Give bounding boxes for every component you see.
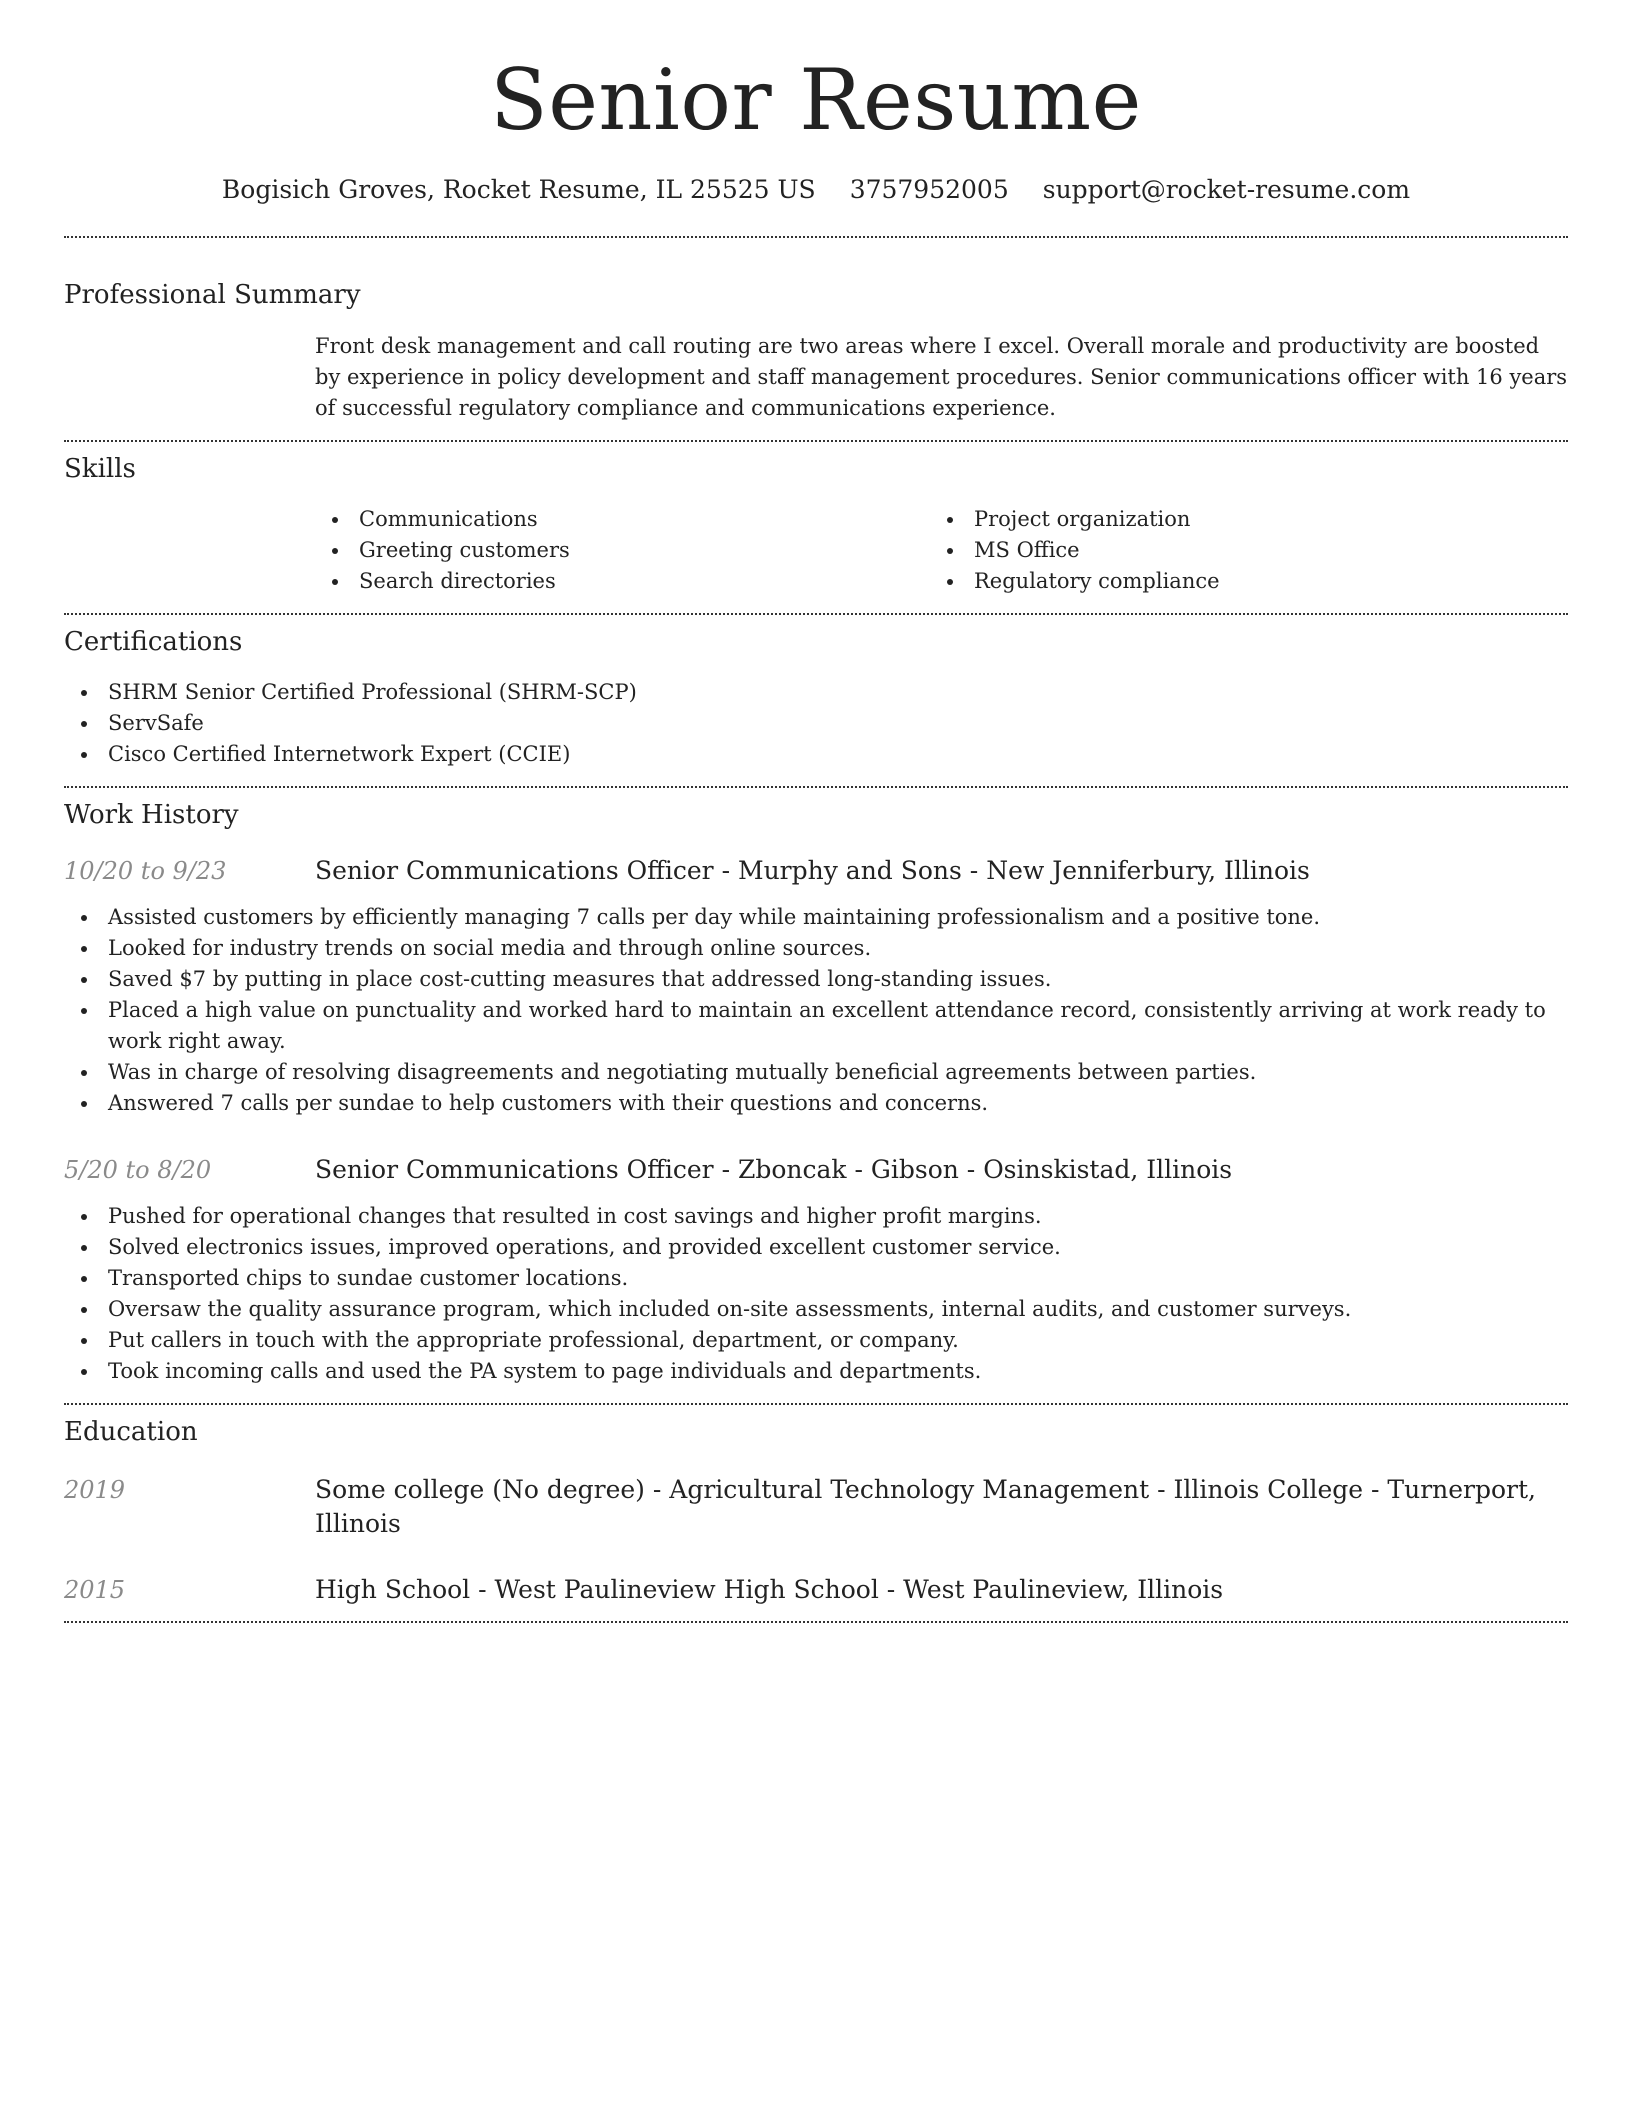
education-title: Some college (No degree) - Agricultural Technology Management - Illinois College - Turnerport, Illinois xyxy=(315,1475,1536,1538)
education-year: 2019 xyxy=(64,1476,126,1504)
job-bullet: Was in charge of resolving disagreements and negotiating mutually beneficial agreements between parties. xyxy=(64,1057,1568,1088)
job-header xyxy=(64,854,1568,888)
education-section xyxy=(64,1405,1568,1621)
skill-item: Search directories xyxy=(315,566,930,597)
skills-list-right xyxy=(930,504,1545,597)
job-bullet: Took incoming calls and used the PA system to page individuals and departments. xyxy=(64,1356,1568,1387)
education-entry xyxy=(64,1573,1568,1607)
job-bullets xyxy=(64,902,1568,1119)
skill-item: Greeting customers xyxy=(315,535,930,566)
certifications-list xyxy=(64,677,1568,770)
job-bullet: Answered 7 calls per sundae to help customers with their questions and concerns. xyxy=(64,1088,1568,1119)
contact-email[interactable]: support@rocket-resume.com xyxy=(1042,175,1411,204)
contact-phone: 3757952005 xyxy=(849,175,1009,204)
certification-item: SHRM Senior Certified Professional (SHRM-SCP) xyxy=(64,677,1568,708)
skills-section xyxy=(64,442,1568,613)
education-year: 2015 xyxy=(64,1576,126,1604)
certifications-section xyxy=(64,615,1568,786)
section-heading-education: Education xyxy=(64,1417,198,1447)
skill-item: MS Office xyxy=(930,535,1545,566)
job-entry xyxy=(64,1153,1568,1387)
contact-info xyxy=(64,174,1568,206)
job-bullet: Assisted customers by efficiently managing 7 calls per day while maintaining professionalism and a positive tone. xyxy=(64,902,1568,933)
skill-item: Project organization xyxy=(930,504,1545,535)
job-bullet: Put callers in touch with the appropriate professional, department, or company. xyxy=(64,1325,1568,1356)
education-title: High School - West Paulineview High School - West Paulineview, Illinois xyxy=(315,1575,1224,1604)
job-bullet: Solved electronics issues, improved operations, and provided excellent customer service. xyxy=(64,1232,1568,1263)
education-entry xyxy=(64,1473,1568,1541)
section-heading-summary: Professional Summary xyxy=(64,280,361,310)
job-bullets xyxy=(64,1201,1568,1387)
skills-columns xyxy=(315,504,1568,597)
section-divider xyxy=(64,1621,1568,1623)
job-title: Senior Communications Officer - Zboncak - Gibson - Osinskistad, Illinois xyxy=(315,1155,1233,1184)
skill-item: Communications xyxy=(315,504,930,535)
job-bullet: Looked for industry trends on social media and through online sources. xyxy=(64,933,1568,964)
job-title: Senior Communications Officer - Murphy and Sons - New Jenniferbury, Illinois xyxy=(315,856,1310,885)
job-bullet: Placed a high value on punctuality and worked hard to maintain an excellent attendance record, consistently arriving at work ready to work right away. xyxy=(64,995,1568,1057)
skill-item: Regulatory compliance xyxy=(930,566,1545,597)
job-bullet: Transported chips to sundae customer locations. xyxy=(64,1263,1568,1294)
contact-address: Bogisich Groves, Rocket Resume, IL 25525 US xyxy=(221,175,816,204)
job-bullet: Oversaw the quality assurance program, which included on-site assessments, internal audits, and customer surveys. xyxy=(64,1294,1568,1325)
job-header xyxy=(64,1153,1568,1187)
job-bullet: Saved $7 by putting in place cost-cutting measures that addressed long-standing issues. xyxy=(64,964,1568,995)
job-dates: 10/20 to 9/23 xyxy=(64,857,227,885)
certification-item: Cisco Certified Internetwork Expert (CCIE) xyxy=(64,739,1568,770)
summary-section xyxy=(64,238,1568,440)
job-entry xyxy=(64,854,1568,1119)
job-dates: 5/20 to 8/20 xyxy=(64,1156,212,1184)
certification-item: ServSafe xyxy=(64,708,1568,739)
work-history-section xyxy=(64,788,1568,1403)
section-heading-work-history: Work History xyxy=(64,800,239,830)
section-heading-certifications: Certifications xyxy=(64,627,243,657)
summary-text: Front desk management and call routing are two areas where I excel. Overall morale and productivity are boosted by experience in policy development and staff management procedures. Senior communications officer with 16 years of successful regulatory compliance and communications experience. xyxy=(315,334,1568,420)
resume-title: Senior Resume xyxy=(490,51,1142,149)
job-bullet: Pushed for operational changes that resulted in cost savings and higher profit margins. xyxy=(64,1201,1568,1232)
skills-list-left xyxy=(315,504,930,597)
section-heading-skills: Skills xyxy=(64,454,136,484)
